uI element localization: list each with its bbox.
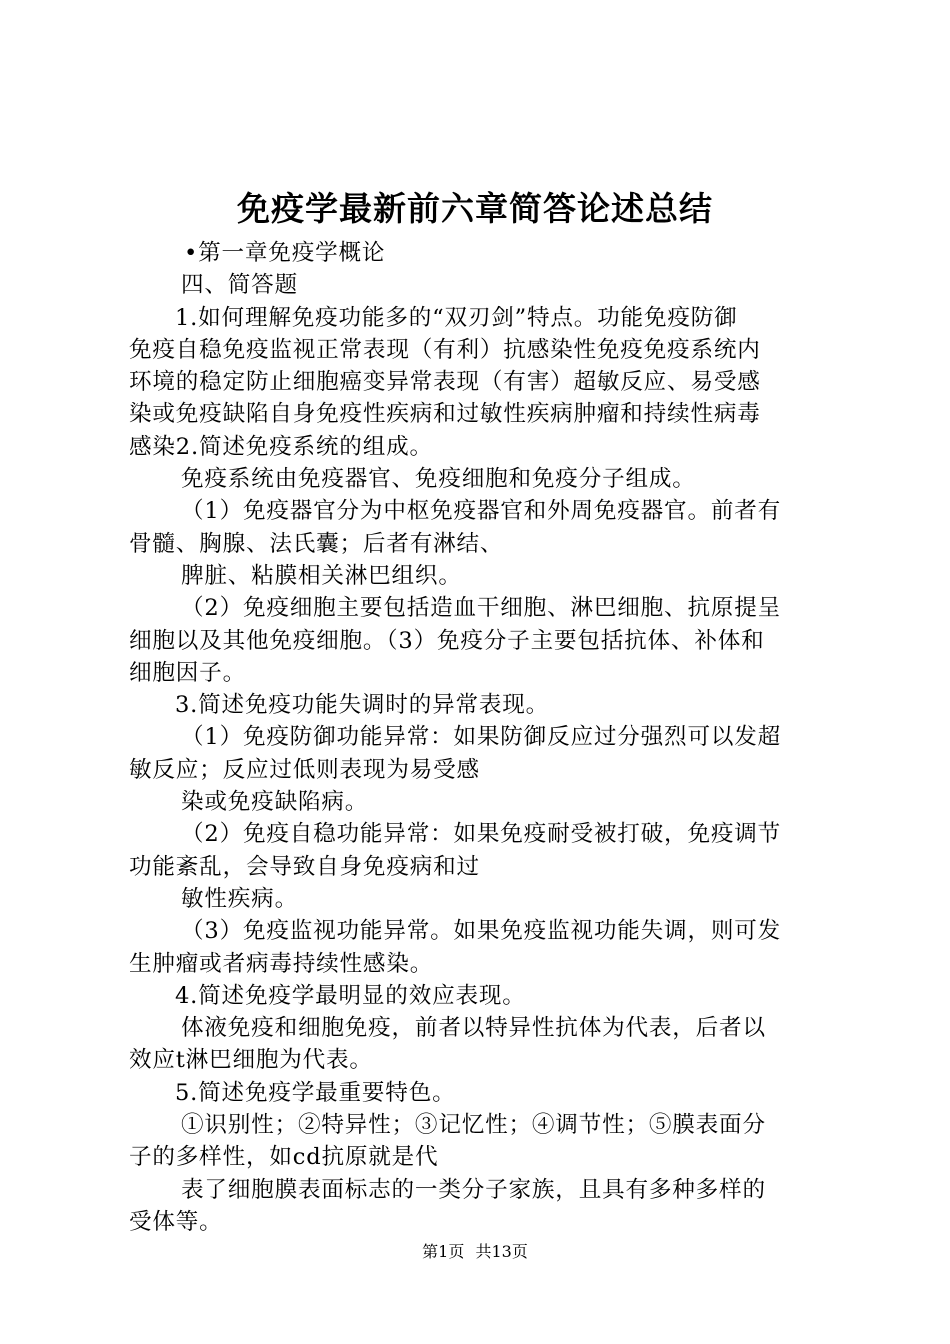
chapter-heading: •第一章免疫学概论 (184, 240, 386, 266)
answer-4-line: 效应t淋巴细胞为代表。 (129, 1047, 373, 1074)
answer-2-line: （1）免疫器官分为中枢免疫器官和外周免疫器官。前者有 (181, 498, 782, 525)
page-number: 第1页 (422, 1242, 465, 1261)
answer-4-line: 体液免疫和细胞免疫，前者以特异性抗体为代表，后者以 (181, 1015, 766, 1042)
answer-5-line: 受体等。 (129, 1208, 223, 1235)
answer-3-line: 敏反应；反应过低则表现为易受感 (129, 756, 480, 783)
question-4-line: 4.简述免疫学最明显的效应表现。 (175, 982, 526, 1009)
question-1-line: 1.如何理解免疫功能多的“双刃剑”特点。功能免疫防御 (175, 304, 738, 331)
answer-1-line: 染或免疫缺陷自身免疫性疾病和过敏性疾病肿瘤和持续性病毒 (129, 401, 761, 428)
question-2-line: 感染2.简述免疫系统的组成。 (129, 433, 433, 460)
answer-2-line: 骨髓、胸腺、法氏囊；后者有淋结、 (129, 530, 504, 557)
answer-5-line: ①识别性；②特异性；③记忆性；④调节性；⑤膜表面分 (181, 1112, 766, 1139)
answer-3-line: （2）免疫自稳功能异常：如果免疫耐受被打破，免疫调节 (181, 821, 782, 848)
page-title: 免疫学最新前六章简答论述总结 (237, 189, 713, 228)
answer-2-line: 细胞以及其他免疫细胞。（3）免疫分子主要包括抗体、补体和 (129, 627, 765, 654)
answer-3-line: 敏性疾病。 (181, 885, 298, 912)
answer-1-line: 环境的稳定防止细胞癌变异常表现（有害）超敏反应、易受感 (129, 369, 761, 396)
answer-2-line: （2）免疫细胞主要包括造血干细胞、淋巴细胞、抗原提呈 (181, 595, 782, 622)
question-5-line: 5.简述免疫学最重要特色。 (175, 1079, 456, 1106)
answer-2-line: 脾脏、粘膜相关淋巴组织。 (181, 562, 462, 589)
page-total: 共13页 (475, 1242, 528, 1261)
answer-2-line: 免疫系统由免疫器官、免疫细胞和免疫分子组成。 (181, 466, 696, 493)
answer-2-line: 细胞因子。 (129, 659, 246, 686)
document-body (129, 237, 829, 1238)
answer-1-line: 免疫自稳免疫监视正常表现（有利）抗感染性免疫免疫系统内 (129, 336, 761, 363)
answer-3-line: （3）免疫监视功能异常。如果免疫监视功能失调，则可发 (181, 918, 782, 945)
answer-3-line: 染或免疫缺陷病。 (181, 789, 369, 816)
question-3-line: 3.简述免疫功能失调时的异常表现。 (175, 692, 550, 719)
answer-3-line: （1）免疫防御功能异常：如果防御反应过分强烈可以发超 (181, 724, 782, 751)
section-heading: 四、简答题 (181, 272, 298, 299)
page-footer (0, 1240, 950, 1264)
answer-5-line: 子的多样性，如cd抗原就是代 (129, 1144, 439, 1171)
answer-5-line: 表了细胞膜表面标志的一类分子家族，且具有多种多样的 (181, 1176, 766, 1203)
answer-3-line: 生肿瘤或者病毒持续性感染。 (129, 950, 434, 977)
answer-3-line: 功能紊乱，会导致自身免疫病和过 (129, 853, 480, 880)
